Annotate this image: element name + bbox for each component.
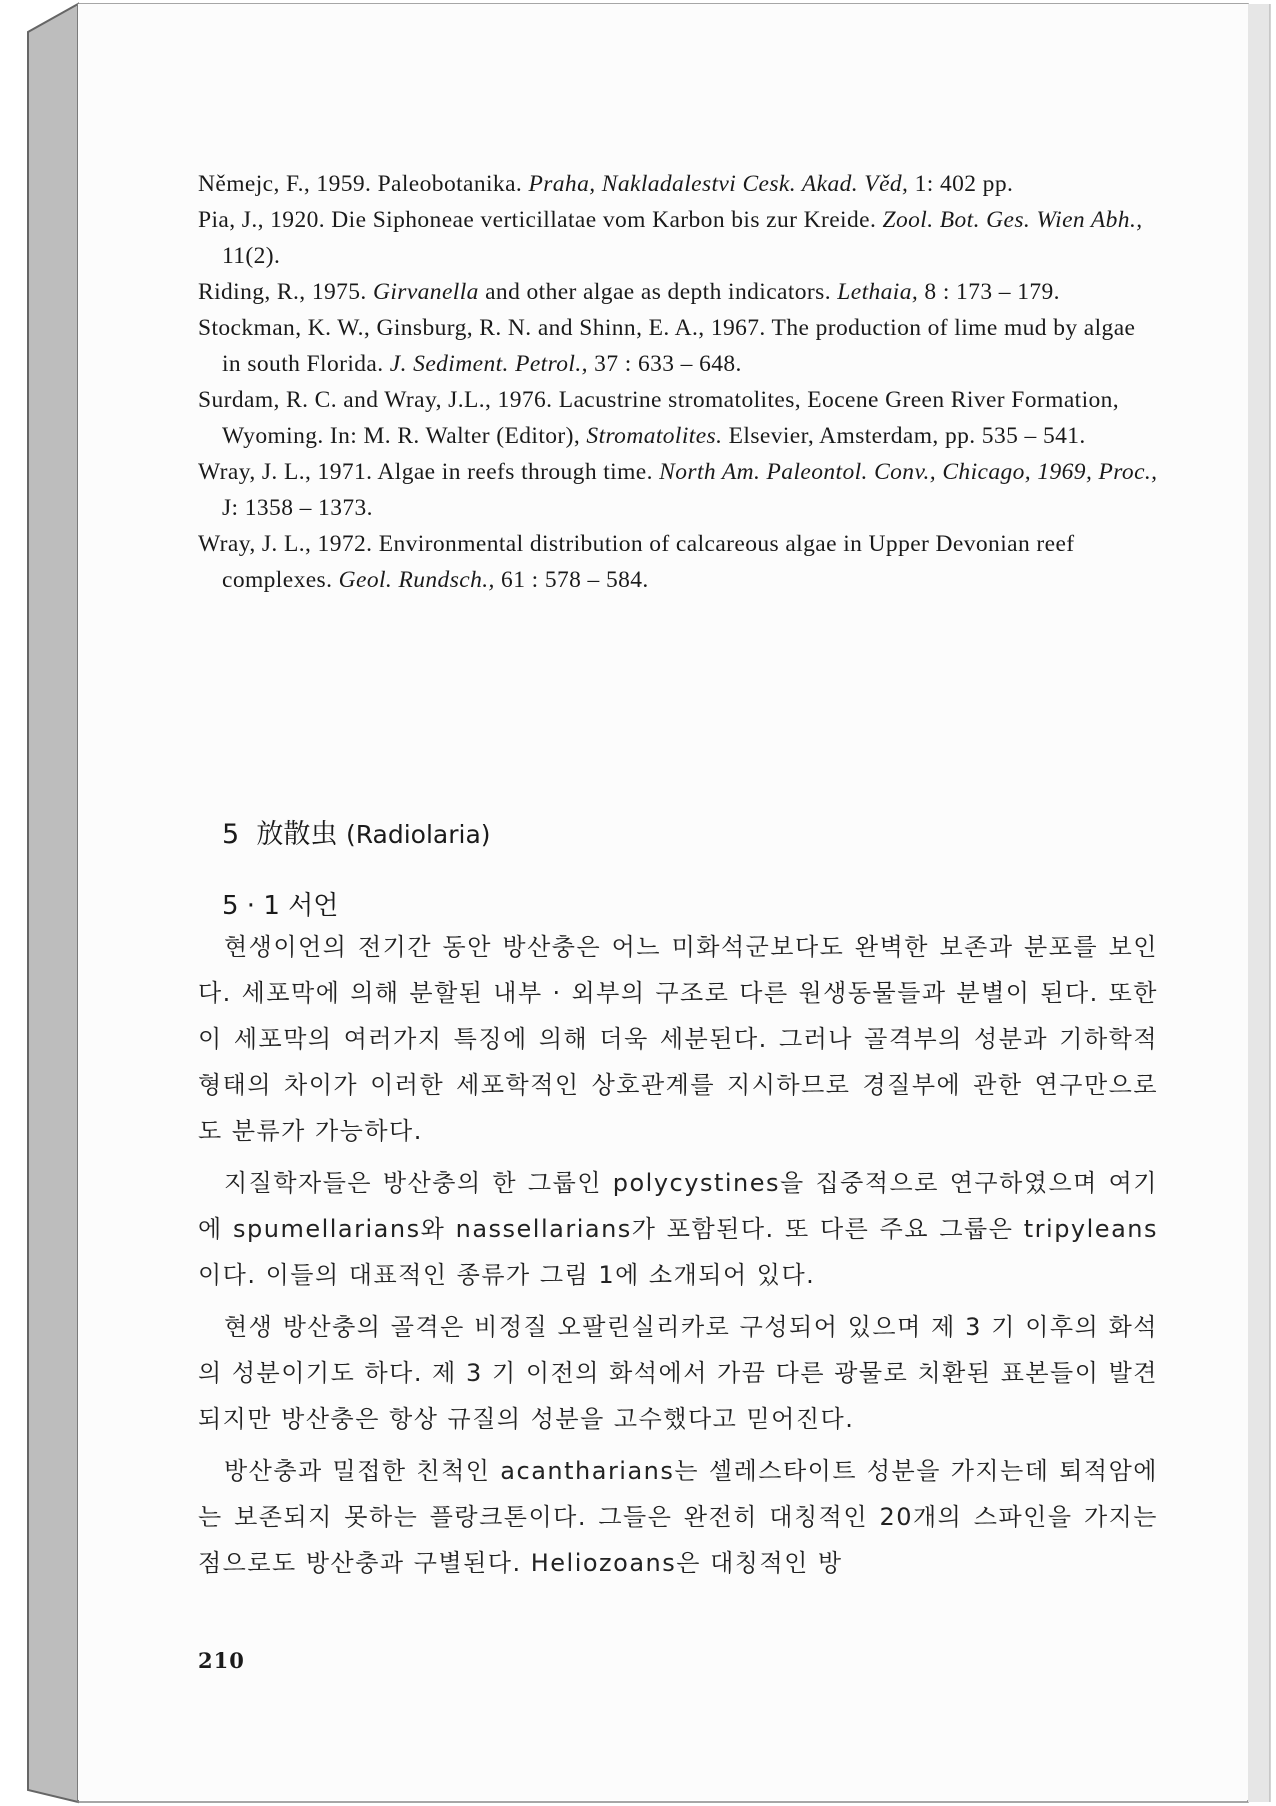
reference-journal: J. Sediment. Petrol., [389,351,588,377]
subsection-heading [222,886,338,926]
reference-text: Stockman, K. W., Ginsburg, R. N. and Shinn, E. A., 1967. The production of lime mud by algae in south Florida. [198,315,1136,377]
reference-text: Surdam, R. C. and Wray, J.L., 1976. Lacustrine stromatolites, Eocene Green River Formation, Wyoming. In: M. R. Walter (Editor), [198,387,1120,449]
subsection-title-text: 서언 [288,891,339,921]
reference-book-title: Stromatolites. [586,423,723,449]
reference-text: Pia, J., 1920. Die Siphoneae verticillatae vom Karbon bis zur Kreide. [198,207,883,233]
reference-journal: North Am. Paleontol. Conv., Chicago, 1969, Proc., [659,459,1158,485]
reference-text: 1: 402 pp. [908,171,1014,197]
section-heading [222,815,491,855]
paragraph: 현생 방산충의 골격은 비정질 오팔린실리카로 구성되어 있으며 제 3 기 이후의 화석의 성분이기도 하다. 제 3 기 이전의 화석에서 가끔 다른 광물로 치환된 표본들이 발견되지만 방산충은 항상 규질의 성분을 고수했다고 믿어진다. [198,1313,1158,1433]
reference-text: J: 1358 – 1373. [222,495,373,521]
reference-journal: Lethaia, [837,279,919,305]
reference-entry [198,454,1158,526]
reference-journal: Geol. Rundsch., [338,567,495,593]
body-text [198,924,1158,1592]
reference-text: Elsevier, Amsterdam, pp. 535 – 541. [722,423,1086,449]
reference-entry [198,202,1158,274]
reference-text: and other algae as depth indicators. [478,279,838,305]
subsection-number: 5 · 1 [222,891,280,921]
reference-text: Wray, J. L., 1971. Algae in reefs through time. [198,459,660,485]
reference-text: 11(2). [222,243,281,269]
reference-text: 37 : 633 – 648. [587,351,742,377]
reference-entry [198,526,1158,598]
section-title-latin: (Radiolaria) [345,820,491,849]
reference-text: Němejc, F., 1959. Paleobotanika. [198,171,529,197]
reference-text: 61 : 578 – 584. [494,567,649,593]
section-title-text: 放散虫 [256,819,338,850]
reference-genus: Girvanella [372,279,479,305]
reference-journal: Praha, Nakladalestvi Cesk. Akad. Věd, [528,171,909,197]
book-spine [28,4,78,1802]
page-number: 210 [198,1648,245,1673]
paragraph: 지질학자들은 방산충의 한 그룹인 polycystines을 집중적으로 연구하였으며 여기에 spumellarians와 nassellarians가 포함된다. 또 다른 주요 그룹은 tripyleans이다. 이들의 대표적인 종류가 그림 1에 소개되어 있다. [198,1169,1158,1289]
paragraph: 방산충과 밀접한 친척인 acantharians는 셀레스타이트 성분을 가지는데 퇴적암에는 보존되지 못하는 플랑크톤이다. 그들은 완전히 대칭적인 20개의 스파인을 가지는 점으로도 방산충과 구별된다. Heliozoans은 대칭적인 방 [198,1457,1158,1577]
reference-entry [198,310,1158,382]
section-number: 5 [222,819,240,850]
page-edge-shadow [1248,4,1270,1802]
reference-text: 8 : 173 – 179. [918,279,1060,305]
reference-text: Riding, R., 1975. [198,279,373,305]
reference-entry [198,382,1158,454]
reference-list [198,166,1158,598]
reference-entry [198,166,1158,202]
paragraph: 현생이언의 전기간 동안 방산충은 어느 미화석군보다도 완벽한 보존과 분포를 보인다. 세포막에 의해 분할된 내부 · 외부의 구조로 다른 원생동물들과 분별이 된다. 또한 이 세포막의 여러가지 특징에 의해 더욱 세분된다. 그러나 골격부의 성분과 기하학적 형태의 차이가 이러한 세포학적인 상호관계를 지시하므로 경질부에 관한 연구만으로도 분류가 가능하다. [198,933,1158,1145]
reference-entry [198,274,1158,310]
reference-journal: Zool. Bot. Ges. Wien Abh., [882,207,1143,233]
reference-text: Wray, J. L., 1972. Environmental distribution of calcareous algae in Upper Devonian reef complexes. [198,531,1075,593]
